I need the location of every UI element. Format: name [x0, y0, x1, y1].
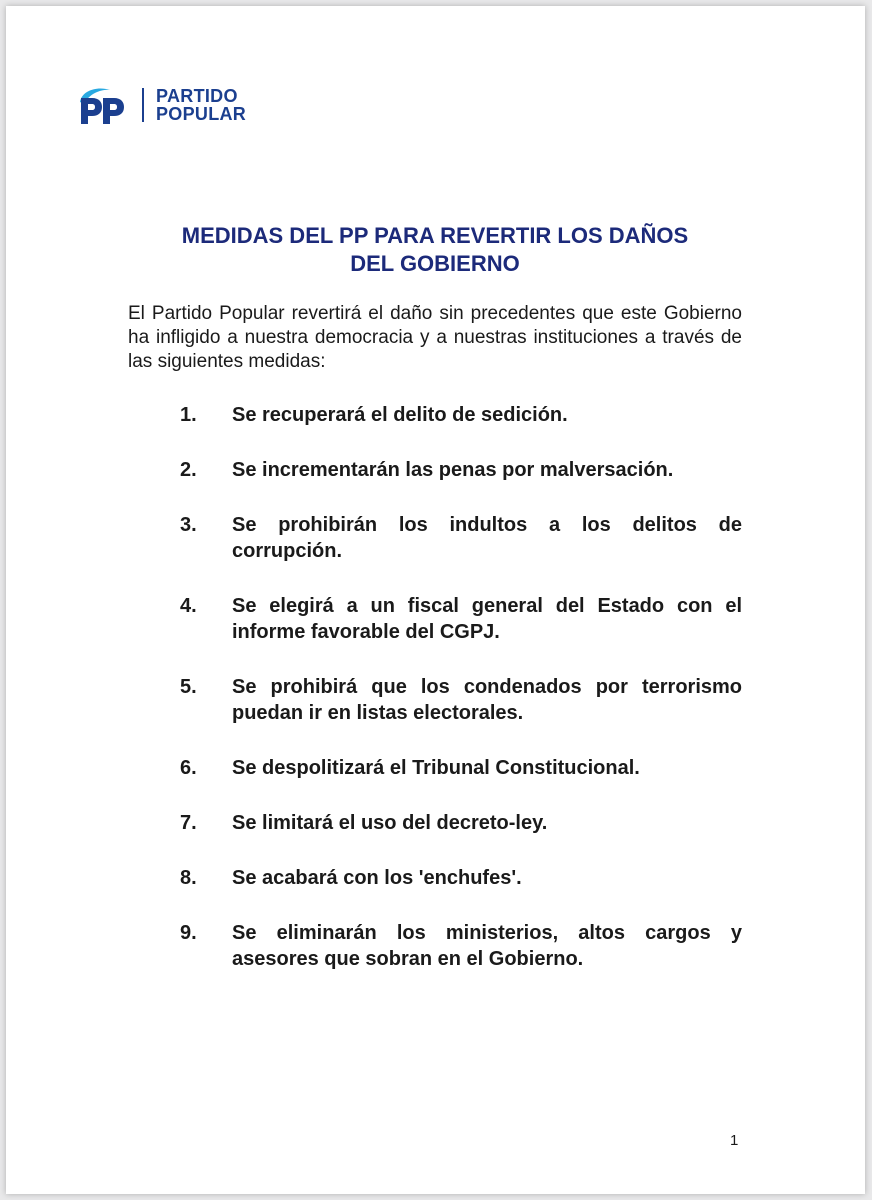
measure-text: Se incrementarán las penas por malversación. [232, 459, 674, 481]
measure-item-3 [180, 512, 742, 564]
measure-item-8 [180, 865, 742, 891]
measure-text: Se prohibirá que los condenados por terrorismo puedan ir en listas electorales. [232, 676, 742, 724]
measures-list [180, 402, 742, 1001]
measure-item-4 [180, 593, 742, 645]
logo-wordmark [156, 87, 246, 123]
measure-text: Se acabará con los 'enchufes'. [232, 867, 522, 889]
measure-number: 7. [180, 812, 197, 834]
measure-number: 3. [180, 514, 197, 536]
measure-number: 1. [180, 404, 197, 426]
title-line-2: DEL GOBIERNO [350, 251, 520, 276]
measure-text: Se elegirá a un fiscal general del Estado con el informe favorable del CGPJ. [232, 595, 742, 643]
measure-text: Se eliminarán los ministerios, altos cargos y asesores que sobran en el Gobierno. [232, 922, 742, 970]
page-number: 1 [730, 1132, 739, 1149]
logo-divider [142, 88, 144, 122]
measure-text: Se limitará el uso del decreto-ley. [232, 812, 548, 834]
intro-paragraph: El Partido Popular revertirá el daño sin precedentes que este Gobierno ha infligido a nuestra democracia y a nuestras instituciones a través de las siguientes medidas: [128, 303, 742, 372]
logo-line-2: POPULAR [156, 104, 247, 124]
measure-item-5 [180, 674, 742, 726]
measure-number: 8. [180, 867, 197, 889]
pp-logo-icon [76, 84, 130, 126]
measure-number: 6. [180, 757, 197, 779]
measure-number: 4. [180, 595, 197, 617]
measure-item-6 [180, 755, 742, 781]
measure-text: Se recuperará el delito de sedición. [232, 404, 568, 426]
measure-item-2 [180, 457, 742, 483]
measure-item-1 [180, 402, 742, 428]
measure-number: 2. [180, 459, 197, 481]
measure-number: 5. [180, 676, 197, 698]
measure-text: Se despolitizará el Tribunal Constitucional. [232, 757, 640, 779]
party-logo [76, 82, 246, 128]
measure-item-7 [180, 810, 742, 836]
title-line-1: MEDIDAS DEL PP PARA REVERTIR LOS DAÑOS [181, 223, 689, 248]
document-title [106, 222, 764, 278]
logo-line-1: PARTIDO [156, 86, 238, 106]
measure-number: 9. [180, 922, 197, 944]
measure-text: Se prohibirán los indultos a los delitos de corrupción. [232, 514, 742, 562]
measure-item-9 [180, 920, 742, 972]
document-page [6, 6, 865, 1194]
